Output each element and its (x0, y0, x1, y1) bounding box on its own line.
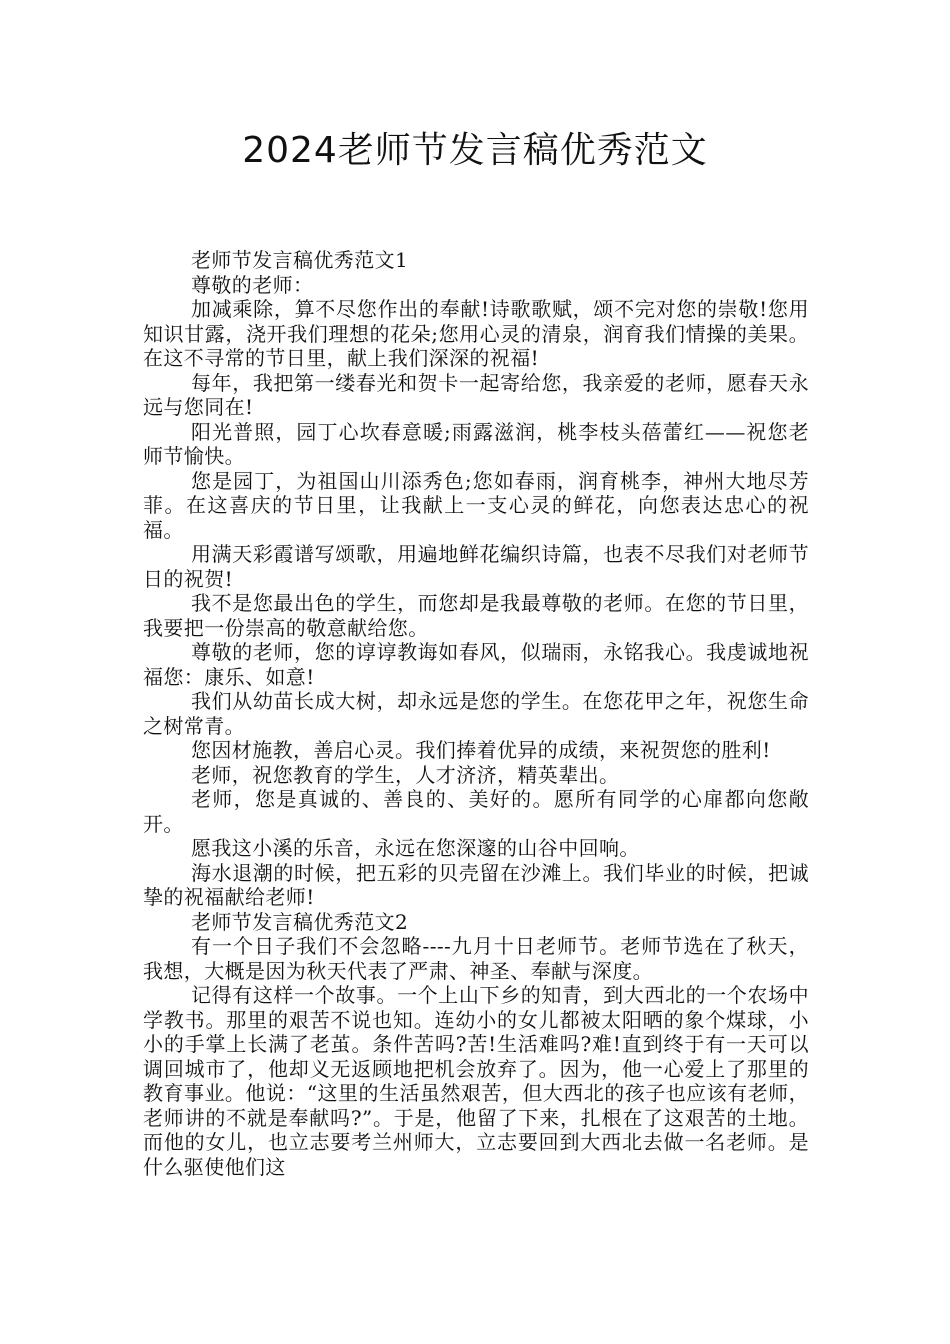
salutation: 尊敬的老师： (191, 272, 314, 297)
paragraph: 有一个日子我们不会忽略----九月十日老师节。老师节选在了秋天，我想，大概是因为秋天代表了严肃、神圣、奉献与深度。 (143, 934, 809, 983)
paragraph: 记得有这样一个故事。一个上山下乡的知青，到大西北的一个农场中学教书。那里的艰苦不说也知。连幼小的女儿都被太阳晒的象个煤球，小小的手掌上长满了老茧。条件苦吗?苦!生活难吗?难!直到终于有一天可以调回城市了，他却义无返顾地把机会放弃了。因为，他一心爱上了那里的教育事业。他说：“这里的生活虽然艰苦，但大西北的孩子也应该有老师，老师讲的不就是奉献吗?”。于是，他留了下来，扎根在了这艰苦的土地。而他的女儿，也立志要考兰州师大，立志要回到大西北去做一名老师。是什么驱使他们这 (143, 983, 809, 1179)
document-body (143, 248, 809, 1179)
paragraph: 每年，我把第一缕春光和贺卡一起寄给您，我亲爱的老师，愿春天永远与您同在! (143, 370, 809, 419)
paragraph: 您是园丁，为祖国山川添秀色;您如春雨，润育桃李，神州大地尽芳菲。在这喜庆的节日里，让我献上一支心灵的鲜花，向您表达忠心的祝福。 (143, 468, 809, 542)
paragraph: 尊敬的老师，您的谆谆教诲如春风，似瑞雨，永铭我心。我虔诚地祝福您：康乐、如意! (143, 640, 809, 689)
paragraph: 用满天彩霞谱写颂歌，用遍地鲜花编织诗篇，也表不尽我们对老师节日的祝贺! (143, 542, 809, 591)
paragraph: 我们从幼苗长成大树，却永远是您的学生。在您花甲之年，祝您生命之树常青。 (143, 689, 809, 738)
paragraph: 加减乘除，算不尽您作出的奉献!诗歌歌赋，颂不完对您的崇敬!您用知识甘露，浇开我们理想的花朵;您用心灵的清泉，润育我们情操的美果。在这不寻常的节日里，献上我们深深的祝福! (143, 297, 809, 370)
paragraph: 愿我这小溪的乐音，永远在您深邃的山谷中回响。 (191, 836, 640, 860)
paragraph: 您因材施教，善启心灵。我们捧着优异的成绩，来祝贺您的胜利! (191, 738, 771, 762)
paragraph: 老师，祝您教育的学生，人才济济，精英辈出。 (191, 762, 620, 787)
paragraph: 阳光普照，园丁心坎春意暖;雨露滋润，桃李枝头蓓蕾红——祝您老师节愉快。 (143, 419, 809, 468)
paragraph: 老师，您是真诚的、善良的、美好的。愿所有同学的心扉都向您敞开。 (143, 787, 809, 836)
paragraph: 海水退潮的时候，把五彩的贝壳留在沙滩上。我们毕业的时候，把诚挚的祝福献给老师! (143, 860, 809, 909)
section-heading: 老师节发言稿优秀范文2 (191, 909, 409, 934)
section-heading: 老师节发言稿优秀范文1 (191, 248, 409, 272)
document-title: 2024老师节发言稿优秀范文 (242, 130, 708, 171)
paragraph: 我不是您最出色的学生，而您却是我最尊敬的老师。在您的节日里，我要把一份崇高的敬意献给您。 (143, 591, 809, 640)
